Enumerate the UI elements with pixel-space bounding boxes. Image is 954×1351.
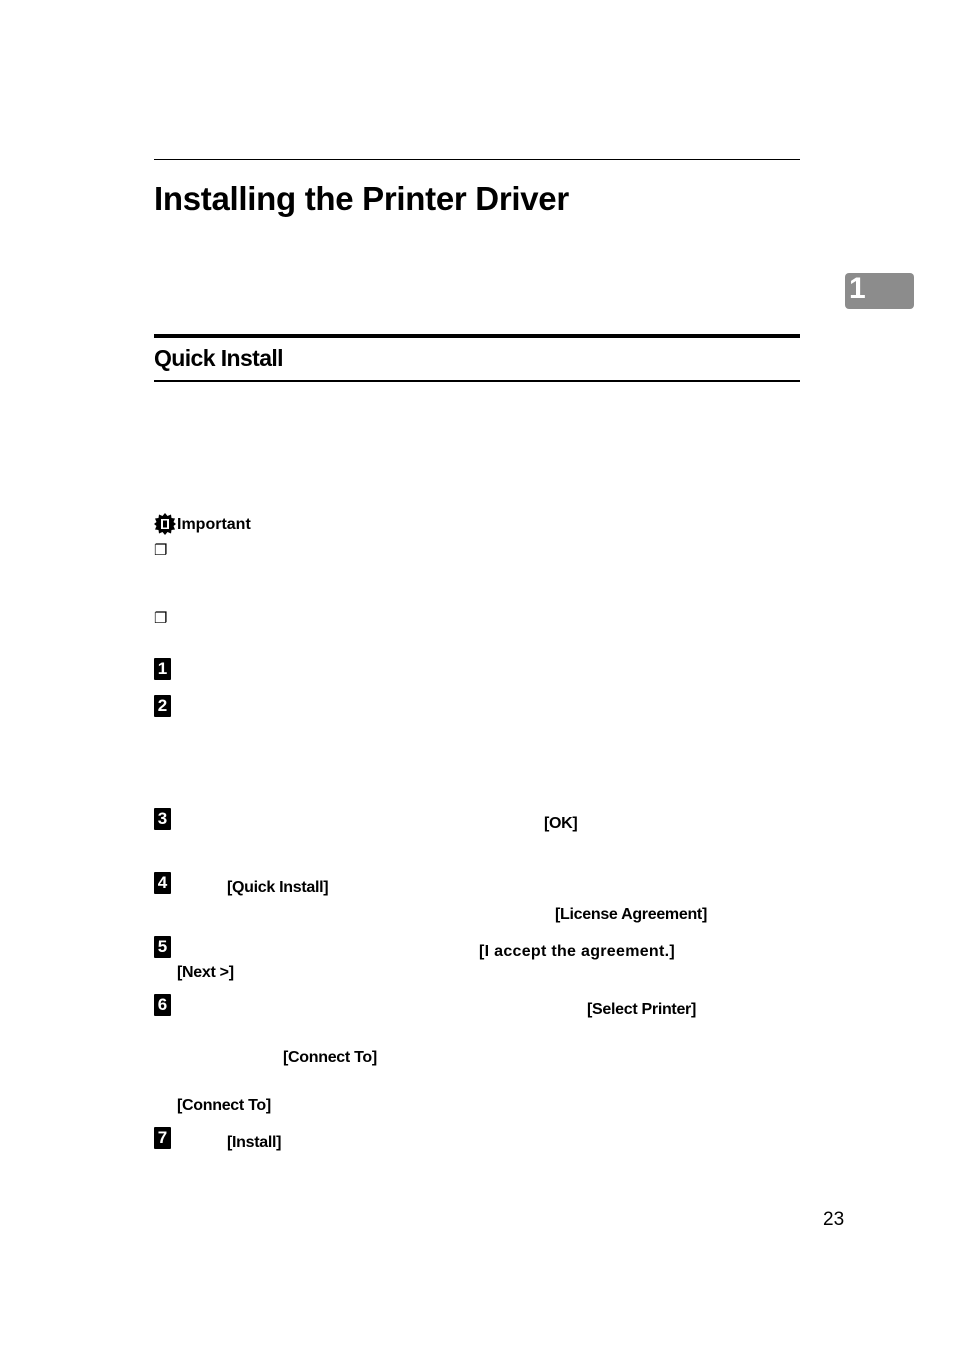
install-button-label: [Install]: [227, 1134, 282, 1151]
section-rule-bottom: [154, 380, 800, 382]
step-number-icon: 1: [154, 658, 171, 680]
step-number-icon: 5: [154, 936, 171, 958]
important-icon: [154, 513, 176, 535]
connect-to-label: [Connect To]: [177, 1097, 271, 1114]
next-button-label: [Next >]: [177, 964, 234, 981]
important-label: Important: [177, 516, 251, 533]
section-title: Quick Install: [154, 345, 283, 371]
step-number-icon: 4: [154, 872, 171, 894]
chapter-tab: [845, 273, 914, 309]
section-rule-top: [154, 334, 800, 338]
step-number-icon: 7: [154, 1127, 171, 1149]
license-agreement-label: [License Agreement]: [555, 906, 707, 923]
chapter-tab-number: 1: [849, 272, 866, 305]
ok-button-label: [OK]: [544, 815, 578, 832]
page-title: Installing the Printer Driver: [154, 180, 569, 217]
connect-to-label: [Connect To]: [283, 1049, 377, 1066]
accept-agreement-label: [I accept the agreement.]: [479, 943, 675, 960]
important-bullet: ❐: [154, 610, 168, 627]
header-rule: [154, 159, 800, 160]
quick-install-label: [Quick Install]: [227, 879, 329, 896]
step-number-icon: 2: [154, 695, 171, 717]
important-bullet: ❐: [154, 542, 168, 559]
page-number: 23: [823, 1209, 845, 1230]
select-printer-label: [Select Printer]: [587, 1001, 697, 1018]
step-number-icon: 6: [154, 994, 171, 1016]
step-number-icon: 3: [154, 808, 171, 830]
